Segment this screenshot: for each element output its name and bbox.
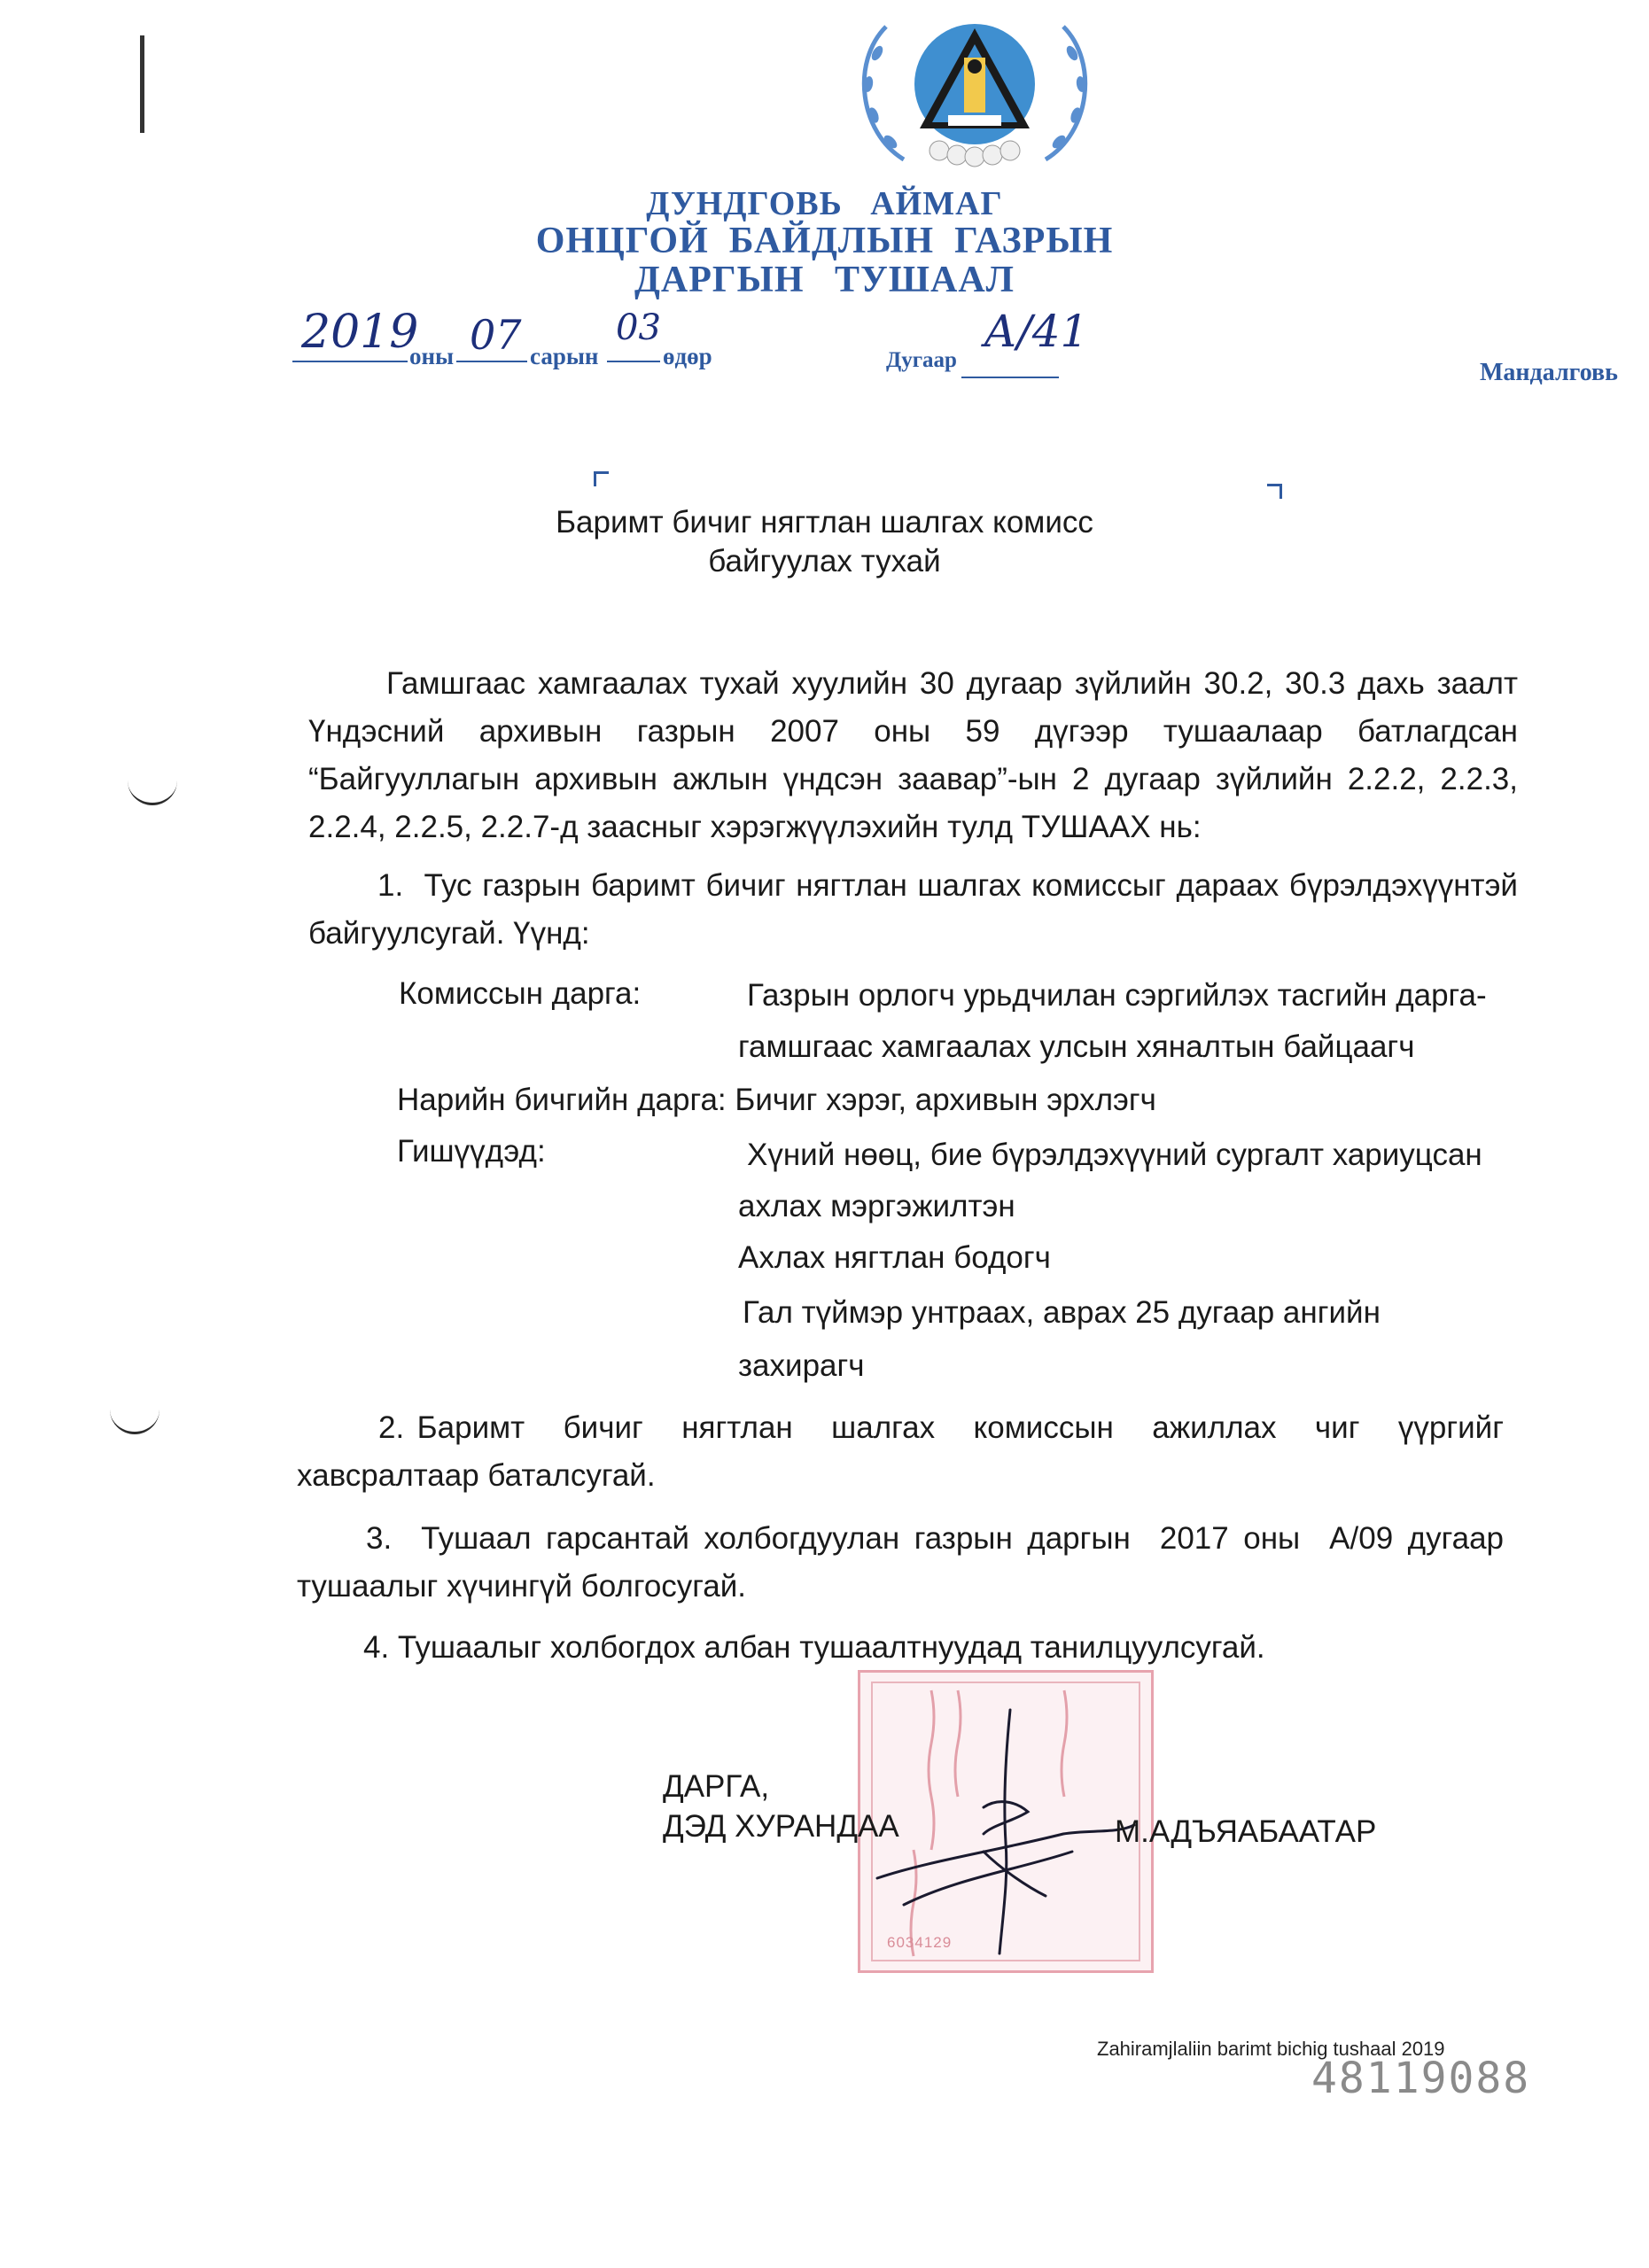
serial-number: 48119088 <box>1311 2054 1531 2103</box>
item-4: 4. Тушаалыг холбогдох албан тушаалтнуудад танилцуулсугай. <box>363 1630 1265 1665</box>
number-label: Дугаар <box>886 348 957 372</box>
title-line-1: Баримт бичиг нягтлан шалгах комисс <box>556 505 1093 540</box>
intro-line-1: Гамшгаас хамгаалах тухай хуулийн 30 дугаар зүйлийн 30.2, 30.3 дахь заалт <box>386 666 1518 701</box>
emblem-logo <box>842 9 1108 177</box>
date-year-underline <box>292 361 408 362</box>
header-order: ДАРГЫН ТУШААЛ <box>634 260 1015 300</box>
secretary-line: Нарийн бичгийн дарга: Бичиг хэрэг, архивын эрхлэгч <box>397 1083 1156 1117</box>
item-2-line-2: хавсралтаар баталсугай. <box>297 1458 656 1493</box>
header-aimag: ДУНДГОВЬ АЙМАГ <box>646 185 1003 222</box>
footer-note: Zahiramjlaliin barimt bichig tushaal 2019 <box>1097 2038 1445 2060</box>
signature-title-2: ДЭД ХУРАНДАА <box>663 1809 899 1844</box>
member-1-line-2: ахлах мэргэжилтэн <box>738 1189 1015 1223</box>
member-3-line-1: Гал түймэр унтраах, аврах 25 дугаар ангийн <box>743 1295 1381 1330</box>
item-1-line-1: 1. Тус газрын баримт бичиг нягтлан шалгах комиссыг дараах бүрэлдэхүүнтэй <box>377 868 1518 903</box>
date-day: 03 <box>616 307 661 348</box>
order-number: А/41 <box>984 306 1089 357</box>
item-2 <box>297 1404 1504 1500</box>
item-2-line-1: 2. Баримт бичиг нягтлан шалгах комиссын ажиллах чиг үүргийг <box>378 1410 1504 1445</box>
intro-line-2: Үндэсний архивын газрын 2007 оны 59 дүгээр тушаалаар батлагдсан <box>308 714 1518 749</box>
member-2: Ахлах нягтлан бодогч <box>738 1240 1051 1275</box>
date-month-underline <box>456 361 527 362</box>
chair-label: Комиссын дарга: <box>399 976 642 1011</box>
date-line <box>292 306 1622 385</box>
date-year-suffix: оны <box>409 343 455 369</box>
date-day-underline <box>607 361 660 362</box>
header-agency: ОНЦГОЙ БАЙДЛЫН ГАЗРЫН <box>535 221 1114 261</box>
margin-mark <box>140 35 144 133</box>
document-title <box>0 503 1649 581</box>
member-1-line-1: Хүний нөөц, бие бүрэлдэхүүний сургалт хариуцсан <box>747 1138 1482 1172</box>
member-3-line-2: захирагч <box>738 1348 865 1383</box>
signature-title-1: ДАРГА, <box>663 1769 770 1804</box>
date-month-suffix: сарын <box>530 343 599 369</box>
title-line-2: байгуулах тухай <box>708 544 941 579</box>
bracket-left <box>594 471 609 486</box>
bracket-right <box>1267 484 1282 499</box>
item-3-line-1: 3. Тушаал гарсантай холбогдуулан газрын даргын 2017 оны А/09 дугаар <box>366 1521 1504 1556</box>
intro-line-4: 2.2.4, 2.2.5, 2.2.7-д заасныг хэрэгжүүлэхийн тулд ТУШААХ нь: <box>308 810 1202 844</box>
item-3-line-2: тушаалыг хүчингүй болгосугай. <box>297 1569 747 1604</box>
stamp-code: 6034129 <box>887 1934 953 1951</box>
date-month: 07 <box>470 311 522 359</box>
members-label: Гишүүдэд: <box>397 1134 546 1169</box>
number-underline <box>961 377 1059 378</box>
item-3 <box>297 1515 1504 1611</box>
item-1-line-2: байгуулсугай. Үүнд: <box>308 916 590 951</box>
date-year: 2019 <box>301 306 419 359</box>
chair-line-2: гамшгаас хамгаалах улсын хяналтын байцаагч <box>738 1029 1415 1064</box>
item-1 <box>308 862 1518 958</box>
place: Мандалговь <box>1480 359 1618 386</box>
signature-name: М.АДЪЯАБААТАР <box>1115 1814 1377 1849</box>
chair-line-1: Газрын орлогч урьдчилан сэргийлэх тасгийн дарга- <box>747 978 1487 1013</box>
commission-list <box>399 970 1515 1395</box>
hole-punch-bottom <box>110 1409 159 1434</box>
intro-paragraph <box>308 660 1518 851</box>
intro-line-3: “Байгууллагын архивын ажлын үндсэн заавар”-ын 2 дугаар зүйлийн 2.2.2, 2.2.3, <box>308 762 1518 796</box>
date-day-suffix: өдөр <box>663 343 712 369</box>
hole-punch-top <box>128 780 177 805</box>
